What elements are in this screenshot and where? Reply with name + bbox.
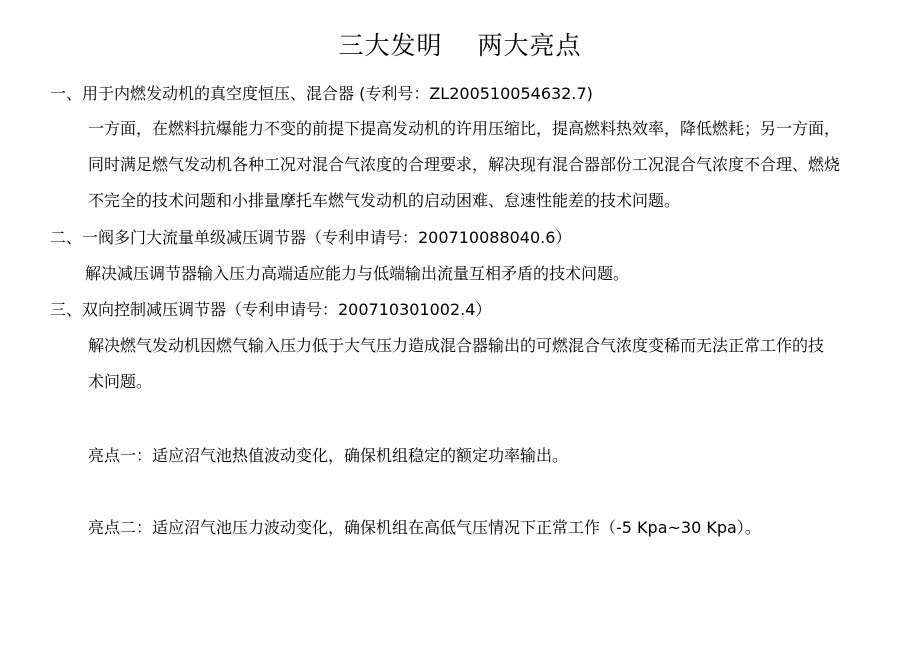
section-1-line-3: 不完全的技术问题和小排量摩托车燃气发动机的启动困难、怠速性能差的技术问题。 (88, 191, 681, 210)
section-1-heading: 一、用于内燃发动机的真空度恒压、混合器 (专利号：ZL200510054632.7) (50, 84, 593, 103)
highlight-2: 亮点二：适应沼气池压力波动变化，确保机组在高低气压情况下正常工作（-5 Kpa~30 Kpa）。 (88, 518, 761, 537)
section-2-line-1: 解决减压调节器输入压力高端适应能力与低端输出流量互相矛盾的技术问题。 (85, 264, 630, 283)
page-title: 三大发明 两大亮点 (338, 31, 582, 60)
section-2-heading: 二、一阀多门大流量单级减压调节器（专利申请号：200710088040.6） (50, 228, 572, 247)
section-1-line-1: 一方面，在燃料抗爆能力不变的前提下提高发动机的许用压缩比，提高燃料热效率，降低燃耗；另一方面， (88, 119, 841, 138)
highlight-1: 亮点一：适应沼气池热值波动变化，确保机组稳定的额定功率输出。 (88, 446, 569, 465)
section-3-line-1: 解决燃气发动机因燃气输入压力低于大气压力造成混合器输出的可燃混合气浓度变稀而无法正常工作的技 (88, 336, 825, 355)
section-1-line-2: 同时满足燃气发动机各种工况对混合气浓度的合理要求，解决现有混合器部份工况混合气浓度不合理、燃烧 (88, 155, 841, 174)
section-3-heading: 三、双向控制减压调节器（专利申请号：200710301002.4） (50, 300, 492, 319)
section-3-line-2: 术问题。 (88, 372, 153, 391)
